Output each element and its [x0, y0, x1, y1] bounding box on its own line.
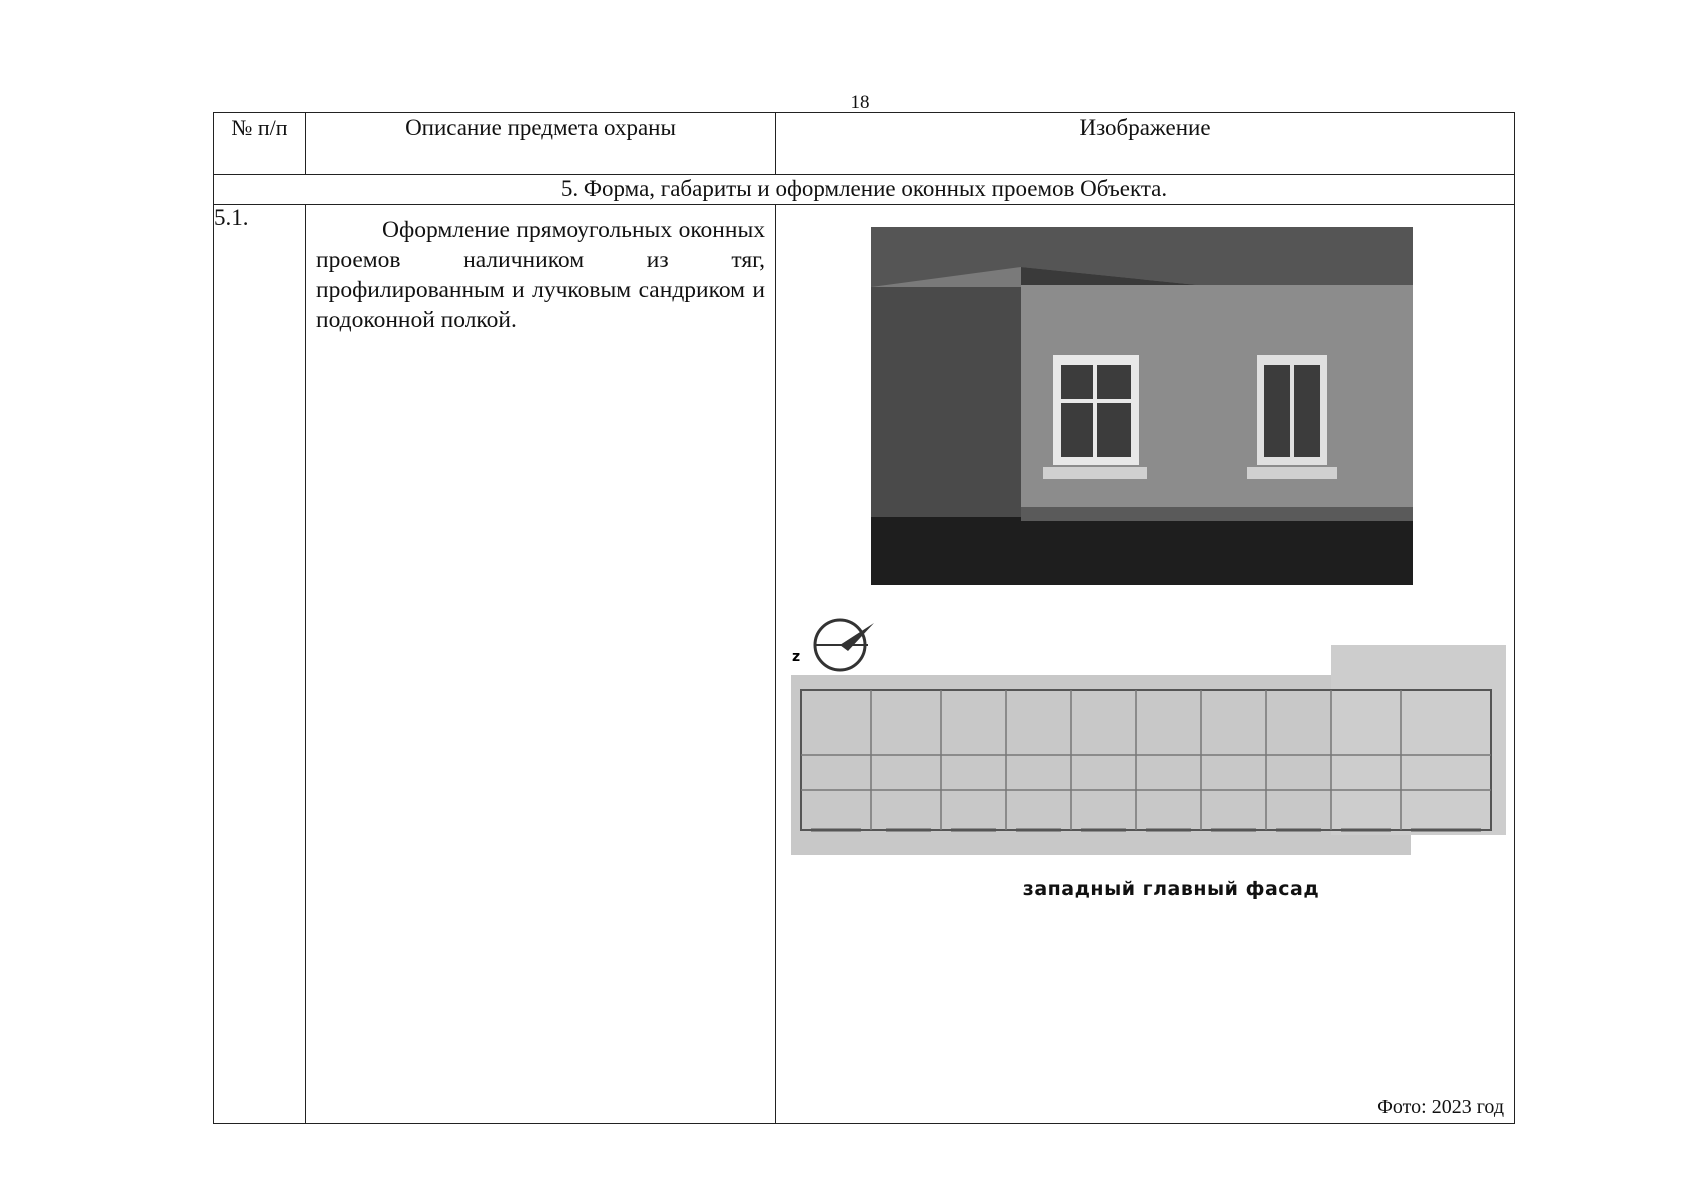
page-number: 18	[850, 92, 870, 113]
floor-plan	[791, 645, 1506, 865]
header-image: Изображение	[776, 113, 1515, 175]
row-number: 5.1.	[214, 205, 306, 1124]
facade-caption: западный главный фасад	[1022, 878, 1320, 900]
header-description: Описание предмета охраны	[306, 113, 776, 175]
header-row	[214, 113, 1515, 175]
north-arrow-label: z	[792, 649, 801, 665]
building-photo	[871, 227, 1413, 585]
description-text: Оформление прямоугольных оконных проемов наличником из тяг, профилированным и лучковым сандриком и подоконной полкой.	[316, 217, 765, 333]
protection-table	[213, 112, 1515, 1124]
image-cell	[776, 205, 1515, 1124]
table-row	[214, 205, 1515, 1124]
description-cell	[306, 205, 776, 1124]
photo-credit: Фото: 2023 год	[1377, 1096, 1504, 1118]
section-title: 5. Форма, габариты и оформление оконных проемов Объекта.	[214, 175, 1515, 205]
section-row	[214, 175, 1515, 205]
header-num: № п/п	[214, 113, 306, 175]
